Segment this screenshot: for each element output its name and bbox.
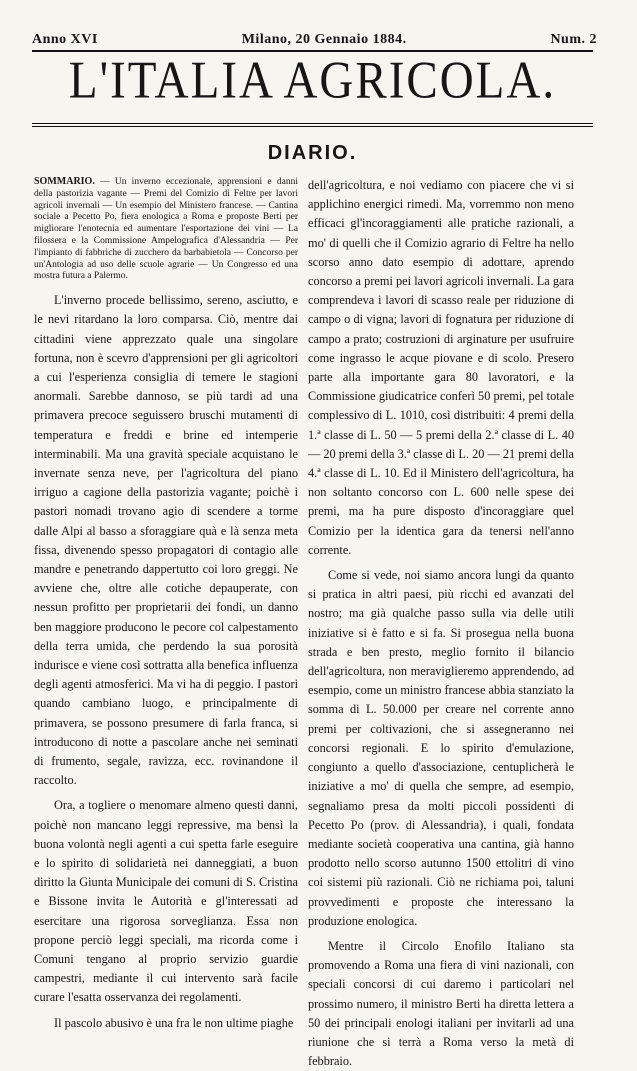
right-column [308, 176, 574, 1071]
masthead-rule-top [32, 123, 593, 124]
issue-header [32, 32, 597, 48]
masthead-title: L'ITALIA AGRICOLA. [68, 51, 557, 111]
issue-date: Milano, 20 Gennaio 1884. [241, 32, 407, 47]
paragraph: L'inverno procede bellissimo, sereno, asciutto, e le nevi ritardano la loro comparsa. Ciò, mentre dai cittadini viene apprezzato quale una singolare fortuna, non è scevro d'apprensioni per gli agricoltori a cui l'esperienza consiglia di temere le stagioni anormali. Sarebbe dannoso, se più tardi ad una primavera precoce seguissero bruschi mutamenti di temperatura e freddi e brine ed intemperie interminabili. Ma una gravità speciale acquistano le invernate senza neve, per l'agricoltura del piano irriguo a cagione della pastorizia vagante; poichè i pastori nomadi trovano agio di scendere a torme dalle Alpi al basso a sforaggiare quà e là senza meta fissa, divenendo spesso propagatori di contagio alle mandre e penetrando dappertutto coi loro greggi. Ne avviene che, oltre alle cotiche depauperate, con nessun profitto per proprietarii dei fondi, un danno ben maggiore producono le pecore col calpestamento della terra umida, che perdendo la sua porosità indurisce e viene così sottratta alla benefica influenza degli agenti atmosferici. Ma vi ha di peggio. I pastori quando cambiano luogo, e principalmente di primavera, se possono presumere di farla franca, si introducono di notte a pascolare anche nei seminati di frumento, segale, ravizza, ecc. rovinandone il raccolto. [34, 293, 298, 788]
summary-label: SOMMARIO. [34, 176, 95, 187]
paragraph: Ora, a togliere o menomare almeno questi danni, poichè non mancano leggi repressive, ma bensì la buona volontà negli agenti a cui spetta farle eseguire e lo spirito di solidarietà nei danneggiati, a buon diritto la Giunta Municipale dei comuni di S. Cristina e Bissone invita le Autorità e gl'interessati ad esercitare una rigorosa sorveglianza. Essa non propone perciò leggi speciali, ma ricorda come i Comuni tengano al proprio servizio guardie campestri, mediante il cui intervento sarà facile curare l'esatta osservanza dei regolamenti. [34, 798, 298, 1005]
paragraph: Come si vede, noi siamo ancora lungi da quanto si pratica in altri paesi, più ricchi ed avanzati del nostro; ma già qualche passo sulla via delle utili iniziative si è fatto e si fa. Si prosegua nella buona strada e ben presto, meglio fornito il bilancio dell'agricoltura, non meraviglieremo apprendendo, ad esempio, come un ministro francese abbia stanziato la somma di L. 50.000 per creare nel corrente anno premi per coltivazioni, che si assegneranno nei concorsi regionali. E lo spirito d'emulazione, congiunto a quello d'associazione, centuplicherà le iniziative a mo' di quella che sempre, ad esempio, segnaliamo presa da molti piccoli possidenti di Pecetto Po (prov. di Alessandria), i quali, fondata mediante società cooperativa una cantina, già hanno prodotto nello scorso autunno 1500 ettolitri di vino coi sistemi più razionali. Ciò ne richiama poi, taluni provvedimenti e proposte che interessano la produzione enologica. [308, 568, 574, 928]
issue-year: Anno XVI [32, 32, 98, 47]
summary-text: — Un inverno eccezionale, apprensioni e danni della pastorizia vagante — Premi del Comizio di Feltre per lavori agricoli invernali — Un esempio del Ministero francese. — Cantina sociale a Pecetto Po, fiera enologica a Roma e proposte Berti per migliorare l'enotecnia ed aumentare l'esportazione dei vini — La filossera e la Commissione Ampelografica d'Alessandria — Per l'impianto di fabbriche di zucchero da barbabietola — Concorso per un'Antologia ad uso delle scuole agrarie — Un Congresso ed una mostra futura a Palermo. [34, 177, 298, 282]
paragraph: Il pascolo abusivo è una fra le non ultime piaghe [54, 1015, 294, 1030]
paragraph: Mentre il Circolo Enofilo Italiano sta promovendo a Roma una fiera di vini nazionali, con speciali concorsi di cui daremo i particolari nel prossimo numero, il ministro Berti ha diretta lettera a 50 dei principali enologi italiani per invitarli ad una riunione che si terrà a Roma verso la metà di febbraio. [308, 938, 574, 1069]
paragraph: dell'agricoltura, e noi vediamo con piacere che vi si applichino energici rimedi. Ma, vorremmo non meno efficaci gl'incoraggiamenti alle pratiche razionali, a mo' di quelli che il Comizio agrario di Feltre ha nello scorso anno dato esempio di adottare, aprendo concorso a premi pei lavori agricoli invernali. La gara comprendeva i lavori di scasso reale per riduzione di campo o di vigna; lavori di fognatura per riduzione di campo a prato; costruzioni di arginature per usufruire come ingrasso le acque piovane e di scolo. Presero parte alla importante gara 80 lavoratori, e la Commissione giudicatrice conferì 50 premi, pel totale complessivo di L. 1010, così distribuiti: 4 premi della 1.ª classe di L. 50 — 5 premi della 2.ª classe di L. 40 — 20 premi della 3.ª classe di L. 20 — 21 premi della 4.ª classe di L. 10. Ed il Ministero dell'agricoltura, ha non soltanto concorso con L. 600 nelle spese dei premi, ma ha pure disposto d'incoraggiare quel Comizio per la identica gara da tenersi nell'anno corrente. [308, 178, 574, 557]
summary [34, 176, 298, 283]
issue-number: Num. 2 [550, 32, 597, 47]
masthead-rule-bottom [32, 126, 593, 127]
left-column [34, 176, 298, 1033]
section-title: DIARIO. [267, 142, 358, 164]
